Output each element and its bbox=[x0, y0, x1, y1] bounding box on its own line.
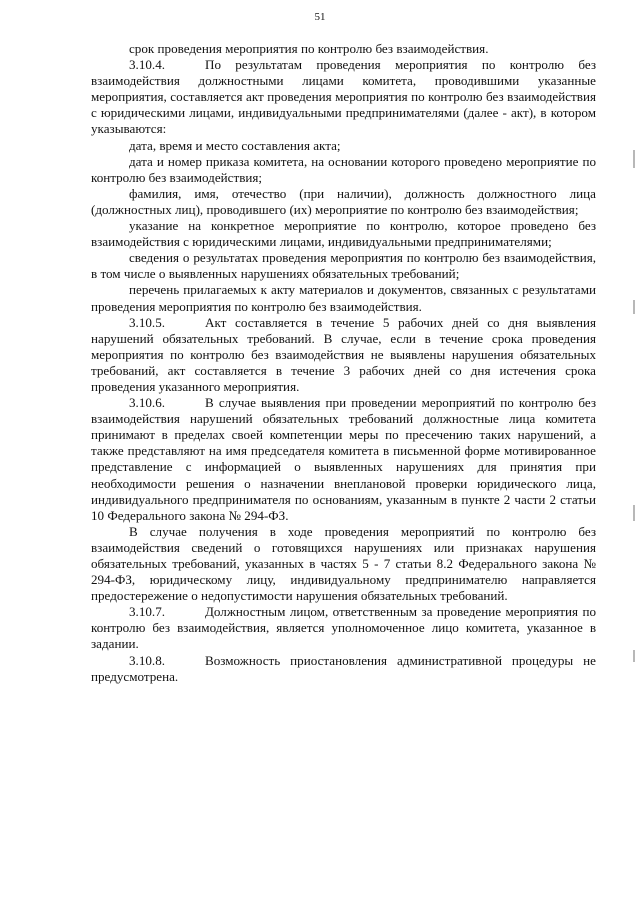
paragraph-3-10-6-continued bbox=[91, 524, 596, 604]
list-item bbox=[91, 138, 596, 154]
list-item bbox=[91, 218, 596, 250]
paragraph-text: фамилия, имя, отечество (при наличии), должность должностного лица (должностных лиц), проводившего (их) мероприятие по контролю без взаимодействия; bbox=[91, 185, 596, 217]
clause-number: 3.10.7. bbox=[129, 604, 166, 620]
document-body bbox=[91, 41, 596, 685]
paragraph-3-10-7 bbox=[91, 604, 596, 652]
clause-number: 3.10.8. bbox=[129, 652, 166, 668]
paragraph-3-10-4 bbox=[91, 57, 596, 137]
paragraph-text: Должностным лицом, ответственным за проведение мероприятия по контролю без взаимодействия, является уполномоченное лицо комитета, указанное в задании. bbox=[91, 604, 596, 652]
paragraph-text: Возможность приостановления административной процедуры не предусмотрена. bbox=[91, 652, 596, 684]
paragraph-text: срок проведения мероприятия по контролю без взаимодействия. bbox=[129, 41, 489, 56]
list-item bbox=[91, 186, 596, 218]
clause-number: 3.10.4. bbox=[129, 57, 166, 73]
scan-edge-mark bbox=[633, 650, 635, 662]
page-number: 51 bbox=[314, 11, 326, 23]
paragraph-text: указание на конкретное мероприятие по контролю, которое проведено без взаимодействия с юридическими лицами, индивидуальными предпринимателями; bbox=[91, 218, 596, 250]
paragraph-text: дата, время и место составления акта; bbox=[129, 137, 341, 153]
scan-edge-mark bbox=[633, 150, 635, 168]
paragraph-text: перечень прилагаемых к акту материалов и документов, связанных с результатами проведения мероприятия по контролю без взаимодействия. bbox=[91, 282, 596, 314]
paragraph-3-10-6 bbox=[91, 395, 596, 524]
paragraph-text: В случае получения в ходе проведения мероприятий по контролю без взаимодействия сведений о готовящихся нарушениях или признаках нарушения обязательных требований, указанных в частях 5 - 7 статьи 8.2 Федерального закона № 294-ФЗ, юридическому лицу, индивидуальному предпринимателю направляется предостережение о недопустимости нарушения обязательных требований. bbox=[91, 523, 596, 604]
paragraph-text: В случае выявления при проведении мероприятий по контролю без взаимодействия нарушений обязательных требований должностные лица комитета принимают в пределах своей компетенции меры по пресечению таких нарушений, а также представляют на имя председателя комитета в письменной форме мотивированное представление с информацией о выявленных нарушениях для принятия при необходимости решения о назначении внеплановой проверки юридического лица, индивидуального предпринимателя по основаниям, указанным в пункте 2 части 2 статьи 10 Федерального закона № 294-ФЗ. bbox=[91, 395, 596, 523]
paragraph-continuation bbox=[91, 41, 596, 57]
clause-number: 3.10.5. bbox=[129, 314, 166, 330]
list-item bbox=[91, 250, 596, 282]
scan-edge-mark bbox=[633, 505, 635, 521]
paragraph-3-10-5 bbox=[91, 315, 596, 395]
paragraph-text: Акт составляется в течение 5 рабочих дней со дня выявления нарушений обязательных требований. В случае, если в течение срока проведения мероприятия по контролю без взаимодействия не выявлены нарушения обязательных требований, акт составляется в течение 3 рабочих дней со дня истечения срока проведения указанного мероприятия. bbox=[91, 314, 596, 394]
paragraph-text: дата и номер приказа комитета, на основании которого проведено мероприятие по контролю без взаимодействия; bbox=[91, 153, 596, 185]
paragraph-text: По результатам проведения мероприятия по контролю без взаимодействия должностными лицами комитета, проводившими указанные мероприятия, составляется акт проведения мероприятия по контролю без взаимодействия с юридическими лицами, индивидуальными предпринимателями (далее - акт), в котором указываются: bbox=[91, 57, 596, 137]
paragraph-text: сведения о результатах проведения мероприятия по контролю без взаимодействия, в том числе о выявленных нарушениях обязательных требований; bbox=[91, 250, 596, 282]
list-item bbox=[91, 282, 596, 314]
paragraph-3-10-8 bbox=[91, 653, 596, 685]
scan-edge-mark bbox=[633, 300, 635, 314]
list-item bbox=[91, 154, 596, 186]
clause-number: 3.10.6. bbox=[129, 395, 166, 411]
